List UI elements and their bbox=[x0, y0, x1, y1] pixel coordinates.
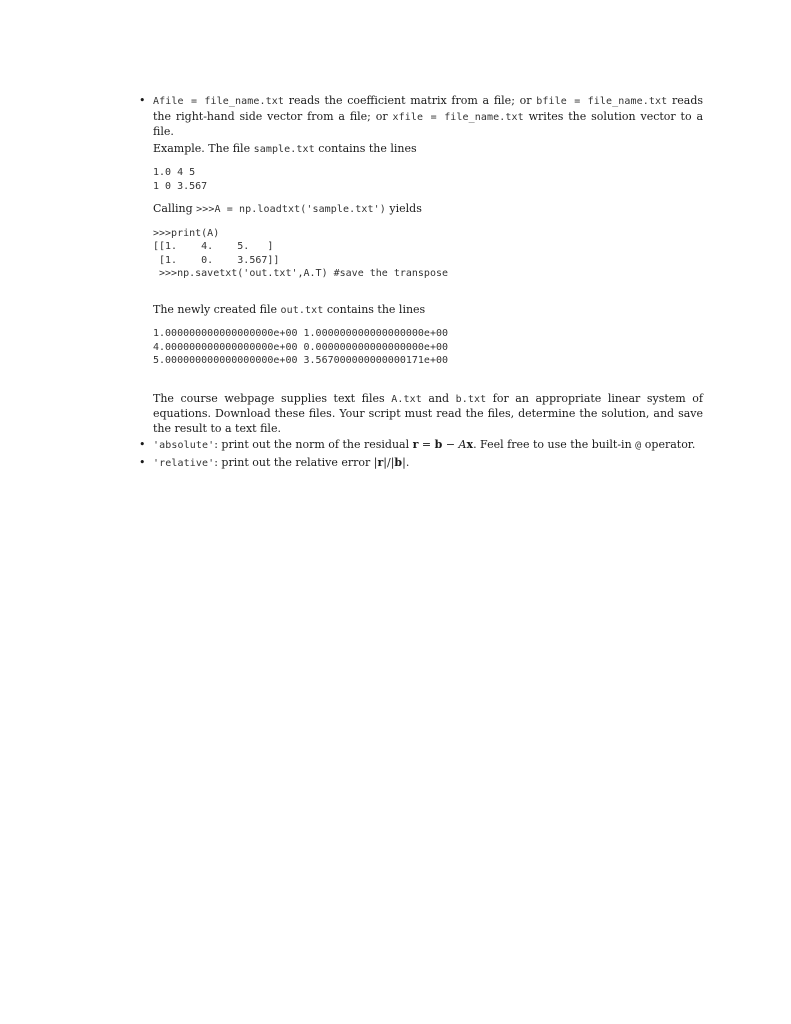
bfile-code: bfile = file_name.txt bbox=[536, 96, 668, 107]
content-column bbox=[139, 94, 704, 471]
bfile-text: reads the right-hand side vector from a file; or bbox=[153, 94, 704, 123]
created-file-line bbox=[153, 303, 703, 319]
calling-prefix: Calling bbox=[153, 202, 197, 215]
bullet: • bbox=[139, 94, 146, 107]
xfile-text: writes the solution vector to a file. bbox=[153, 109, 704, 138]
vector-b: b bbox=[434, 438, 443, 451]
absolute-paragraph bbox=[153, 438, 703, 454]
course-text-1: The course webpage supplies text files bbox=[153, 391, 392, 405]
course-text-3: for an appropriate linear system of equations. Download these files. Your script must read the files, determine the solution, and save the result to a text file. bbox=[153, 391, 703, 435]
minus-sign: − bbox=[442, 438, 459, 451]
relative-paragraph bbox=[153, 456, 703, 472]
example-prefix: Example. The file bbox=[153, 141, 254, 155]
python-output-block: >>>print(A) [[1. 4. 5. ] [1. 0. 3.567]] >>>np.savetxt('out.txt',A.T) #save the transpose bbox=[153, 227, 449, 279]
relative-r: r bbox=[377, 455, 384, 469]
example-suffix: contains the lines bbox=[314, 141, 417, 155]
calling-line bbox=[153, 202, 703, 218]
relative-text-1: : print out the relative error | bbox=[214, 455, 378, 469]
matrix-a: A bbox=[458, 438, 467, 451]
out-file-lines: 1.000000000000000000e+00 1.000000000000000000e+00 4.000000000000000000e+00 0.000000000000000000e+00 5.000000000000000000e+00 3.567000000000000171e+00 bbox=[153, 328, 449, 366]
absolute-text-3: operator. bbox=[641, 438, 696, 451]
course-paragraph bbox=[153, 392, 703, 437]
relative-end: |. bbox=[402, 455, 410, 469]
absolute-code: 'absolute' bbox=[153, 440, 215, 451]
vector-x: x bbox=[466, 438, 474, 451]
relative-code: 'relative' bbox=[153, 457, 215, 469]
file-options-paragraph bbox=[153, 94, 703, 140]
file-b-name: b.txt bbox=[455, 393, 487, 405]
bullet: • bbox=[139, 438, 146, 451]
created-suffix: contains the lines bbox=[323, 302, 426, 316]
created-prefix: The newly created file bbox=[153, 302, 281, 316]
list-item-absolute bbox=[139, 438, 703, 454]
at-operator-code: @ bbox=[635, 440, 642, 451]
example-line bbox=[153, 142, 703, 158]
residual-r: r bbox=[412, 438, 419, 451]
sample-file-lines: 1.0 4 5 1 0 3.567 bbox=[153, 167, 208, 192]
afile-text: reads the coefficient matrix from a file; or bbox=[284, 94, 537, 107]
created-file: out.txt bbox=[280, 304, 324, 316]
xfile-code: xfile = file_name.txt bbox=[392, 111, 524, 123]
bullet: • bbox=[139, 455, 146, 469]
example-file: sample.txt bbox=[253, 143, 315, 155]
absolute-text-1: : print out the norm of the residual bbox=[214, 438, 413, 451]
equals-sign: = bbox=[418, 438, 435, 451]
relative-b: b bbox=[394, 455, 403, 469]
relative-mid: |/| bbox=[383, 455, 395, 469]
list-item-relative bbox=[139, 455, 703, 472]
file-a-name: A.txt bbox=[391, 393, 422, 405]
afile-code: Afile = file_name.txt bbox=[153, 96, 285, 107]
course-text-2: and bbox=[421, 391, 456, 405]
calling-code: >>>A = np.loadtxt('sample.txt') bbox=[196, 204, 386, 215]
calling-suffix: yields bbox=[385, 202, 422, 215]
list-item-file-options bbox=[139, 94, 704, 368]
absolute-text-2: . Feel free to use the built-in bbox=[473, 438, 636, 451]
